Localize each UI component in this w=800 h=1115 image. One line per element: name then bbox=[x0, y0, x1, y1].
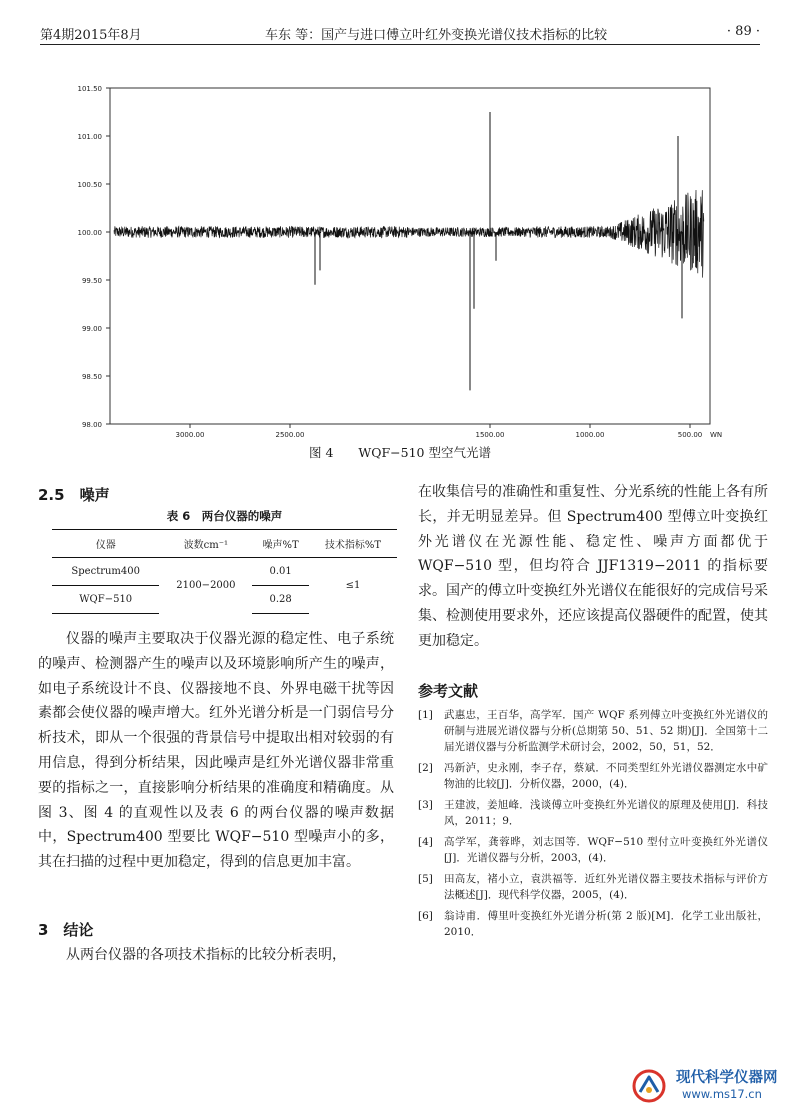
watermark-logo bbox=[630, 1062, 800, 1107]
y-tick-label: 100.50 bbox=[77, 181, 102, 189]
x-tick-label: 3000.00 bbox=[175, 431, 205, 439]
y-tick-label: 101.50 bbox=[77, 85, 102, 93]
reference-number: [5] bbox=[418, 873, 433, 885]
reference-number: [1] bbox=[418, 709, 433, 721]
x-tick-label: 1500.00 bbox=[475, 431, 505, 439]
y-tick-label: 101.00 bbox=[77, 133, 102, 141]
reference-text: 冯新泸，史永刚，李子存，蔡斌．不同类型红外光谱仪器测定水中矿物油的比较[J]．分析仪器，2000，(4)． bbox=[444, 762, 768, 790]
reference-item bbox=[418, 760, 768, 792]
cell-noise: 0.28 bbox=[252, 586, 309, 614]
references-list bbox=[418, 707, 768, 945]
running-header bbox=[40, 20, 760, 45]
x-tick-label: 2500.00 bbox=[275, 431, 305, 439]
x-tick-label: 1000.00 bbox=[575, 431, 605, 439]
article-title: 车东 等：国产与进口傅立叶红外变换光谱仪技术指标的比较 bbox=[265, 28, 608, 43]
issue-label: 第4期2015年8月 bbox=[40, 28, 142, 43]
cell-spec: ≤1 bbox=[345, 580, 361, 592]
conclusion-text-right: 在收集信号的准确性和重复性、分光系统的性能上各有所长，并无明显差异。但 Spectrum400 型傅立叶变换红外光谱仪在光源性能、稳定性、噪声方面都优于 WQF−510 型，但均符合 JJF1319−2011 的指标要求。国产的傅立叶变换红外光谱仪在能很好的完成信号采集、检测使用要求外，还应该提高仪器硬件的配置，使其更加稳定。 bbox=[418, 484, 768, 649]
reference-item bbox=[418, 797, 768, 829]
reference-text: 田高友，褚小立，袁洪福等．近红外光谱仪器主要技术指标与评价方法概述[J]．现代科学仪器，2005，(4)． bbox=[444, 873, 768, 901]
reference-text: 高学军，龚蓉晔，刘志国等．WQF−510 型付立叶变换红外光谱仪[J]．光谱仪器与分析，2003，(4)． bbox=[444, 836, 768, 864]
watermark-url: www.ms17.cn bbox=[682, 1087, 762, 1101]
reference-item bbox=[418, 707, 768, 755]
reference-text: 武惠忠，王百华，高学军．国产 WQF 系列傅立叶变换红外光谱仪的研制与进展光谱仪器与分析(总期第 50、51、52 期)[J]．全国第十二届光谱仪器与分析监测学术研讨会，2002，50，51，52． bbox=[444, 709, 768, 753]
reference-item bbox=[418, 834, 768, 866]
reference-number: [4] bbox=[418, 836, 433, 848]
logo-emblem-icon bbox=[630, 1068, 668, 1104]
conclusion-paragraph-right bbox=[418, 480, 768, 654]
section-2-5-title: 2.5 噪声 bbox=[38, 486, 110, 504]
watermark-name: 现代科学仪器网 bbox=[676, 1070, 778, 1086]
spectrum-chart bbox=[60, 70, 723, 440]
y-tick-label: 100.00 bbox=[77, 229, 102, 237]
plot-frame bbox=[110, 88, 710, 424]
reference-number: [3] bbox=[418, 799, 433, 811]
cell-wavenumber: 2100−2000 bbox=[176, 580, 236, 592]
reference-text: 王建波，姜旭峰．浅谈傅立叶变换红外光谱仪的原理及使用[J]．科技风，2011；9． bbox=[444, 799, 768, 827]
reference-item bbox=[418, 908, 768, 940]
conclusion-text-left: 从两台仪器的各项技术指标的比较分析表明， bbox=[66, 947, 346, 963]
reference-number: [6] bbox=[418, 910, 433, 922]
figure-caption: 图 4 WQF−510 型空气光谱 bbox=[308, 445, 491, 460]
cell-instrument: Spectrum400 bbox=[52, 558, 159, 586]
x-axis-label: WN bbox=[710, 431, 723, 439]
y-tick-label: 98.50 bbox=[81, 373, 102, 381]
x-tick-label: 500.00 bbox=[677, 431, 703, 439]
noise-paragraph-text: 仪器的噪声主要取决于仪器光源的稳定性、电子系统的噪声、检测器产生的噪声以及环境影响所产生的噪声，如电子系统设计不良、仪器接地不良、外界电磁干扰等因素都会使仪器的噪声增大。红外光谱分析是一门弱信号分析技术，即从一个很强的背景信号中提取出相对较弱的有用信息，得到分析结果，因此噪声是红外光谱仪器非常重要的指标之一，直接影响分析结果的准确度和精确度。从图 3、图 4 的直观性以及表 6 的两台仪器的噪声数据中，Spectrum400 型要比 WQF−510 型噪声小的多，其在扫描的过程中更加稳定，得到的信息更加丰富。 bbox=[38, 631, 394, 871]
y-tick-label: 99.00 bbox=[81, 325, 102, 333]
references-title: 参考文献 bbox=[418, 682, 479, 700]
col-header-instrument: 仪器 bbox=[52, 530, 159, 558]
cell-noise: 0.01 bbox=[252, 558, 309, 586]
table-caption: 表 6 两台仪器的噪声 bbox=[166, 509, 283, 523]
y-tick-label: 98.00 bbox=[81, 421, 102, 429]
col-header-wavenumber: 波数cm⁻¹ bbox=[159, 530, 252, 558]
reference-number: [2] bbox=[418, 762, 433, 774]
col-header-spec: 技术指标%T bbox=[309, 530, 397, 558]
noise-paragraph bbox=[38, 627, 394, 875]
reference-text: 翁诗甫．傅里叶变换红外光谱分析(第 2 版)[M]．化学工业出版社，2010． bbox=[444, 910, 768, 938]
section-3-title: 3 结论 bbox=[38, 921, 94, 939]
col-header-noise: 噪声%T bbox=[252, 530, 309, 558]
noise-table bbox=[52, 529, 397, 614]
reference-item bbox=[418, 871, 768, 903]
table-row bbox=[52, 558, 397, 586]
page-number: · 89 · bbox=[726, 24, 760, 39]
cell-instrument: WQF−510 bbox=[52, 586, 159, 614]
spectrum-trace bbox=[114, 190, 704, 278]
conclusion-paragraph-left bbox=[38, 943, 394, 968]
y-tick-label: 99.50 bbox=[81, 277, 102, 285]
